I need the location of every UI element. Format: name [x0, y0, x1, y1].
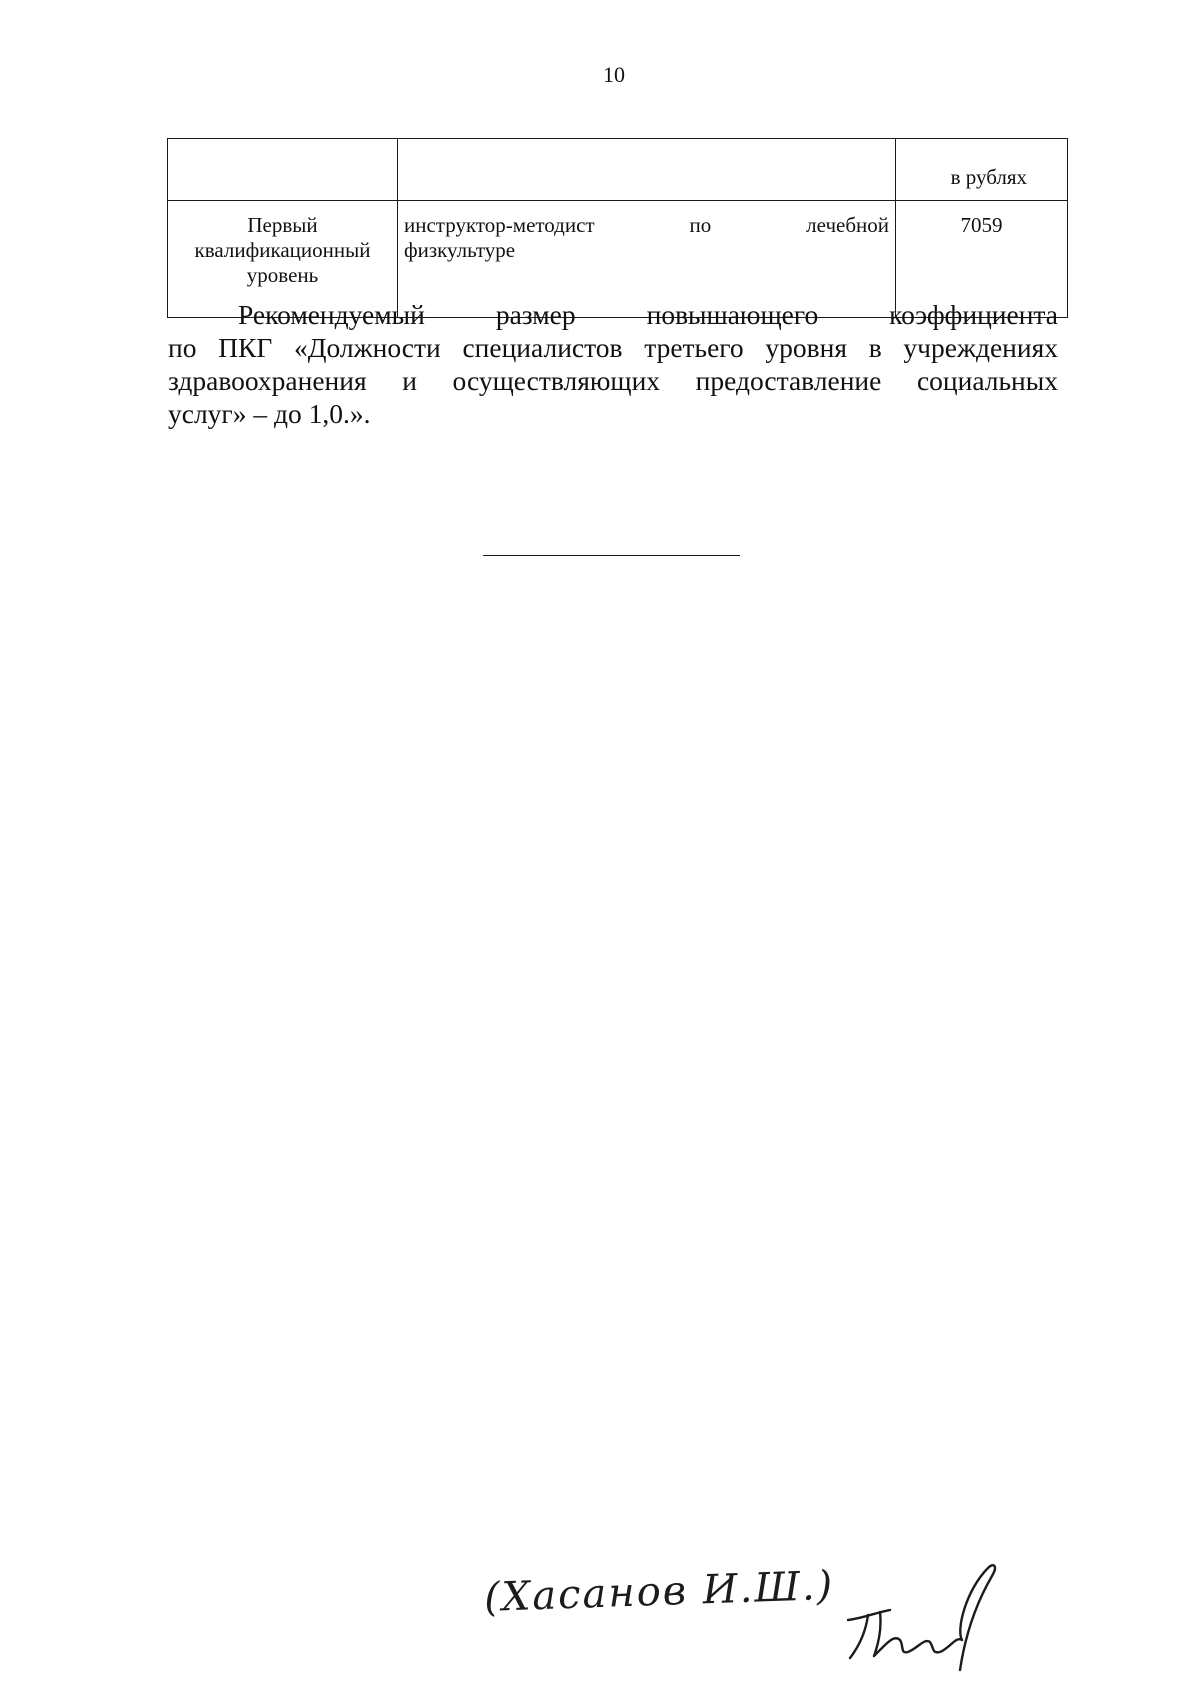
- signature-mark: [838, 1560, 1018, 1680]
- page-number: 10: [603, 62, 625, 87]
- salary-cell: 7059: [896, 201, 1068, 318]
- separator-line: [483, 555, 740, 556]
- qualification-level-line: квалификационный: [194, 238, 371, 263]
- qualification-level-line: уровень: [246, 263, 319, 288]
- position-word: лечебной: [806, 213, 889, 237]
- position-word: по: [689, 213, 712, 237]
- header-group-cell: [168, 139, 398, 201]
- paragraph-line: [168, 298, 1058, 331]
- paragraph-last-line: услуг» – до 1,0.».: [168, 398, 371, 429]
- coefficient-paragraph: [168, 298, 1058, 397]
- paragraph-line: здравоохранения и осуществляющих предоставление социальных: [168, 365, 1058, 396]
- position-line: физкультуре: [404, 238, 516, 263]
- qualification-level-line: Первый: [247, 213, 318, 237]
- position-line: [404, 213, 889, 238]
- header-position-cell: [398, 139, 896, 201]
- handwritten-name: (Хасанов И.Ш.): [483, 1562, 835, 1621]
- position-word: инструктор-методист: [404, 213, 595, 237]
- paragraph-line: по ПКГ «Должности специалистов третьего уровня в учреждениях: [168, 332, 1058, 363]
- table-header-row: [168, 139, 1068, 201]
- paragraph-line-text: Рекомендуемый размер повышающего коэффициента: [238, 299, 1058, 330]
- unit-label: в рублях: [896, 139, 1068, 201]
- salary-table: [167, 138, 1068, 318]
